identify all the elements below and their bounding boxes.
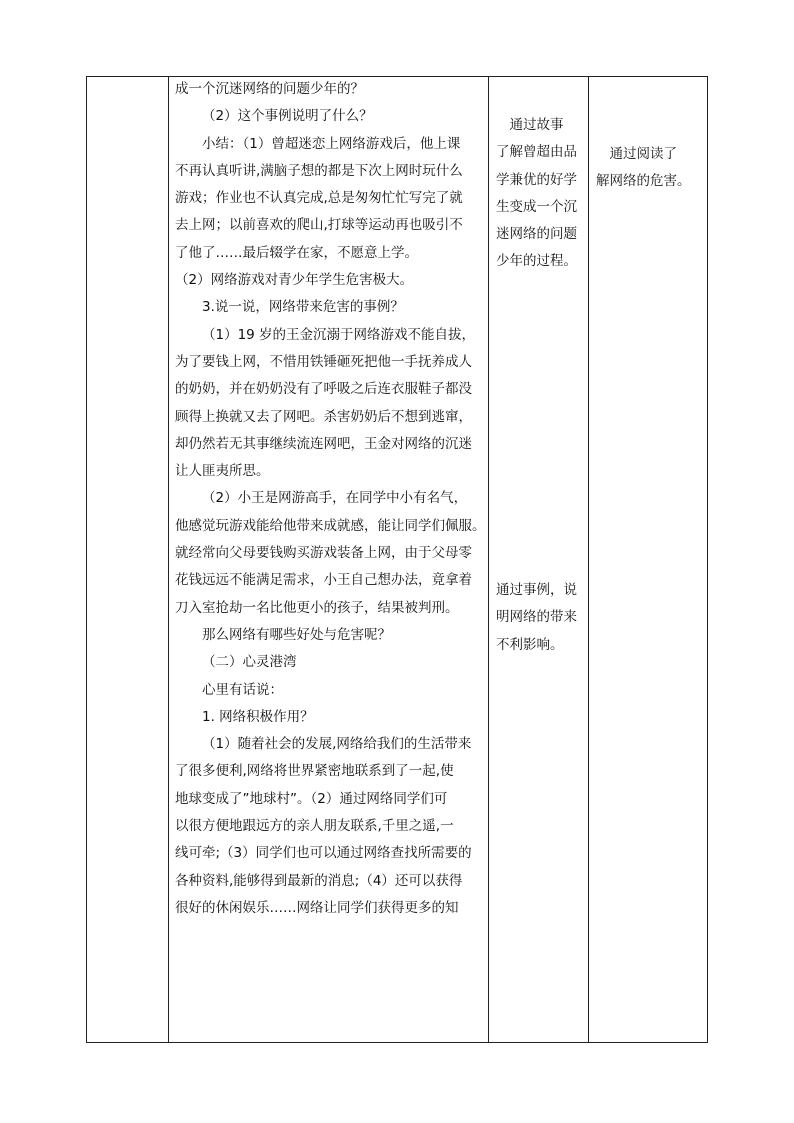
design-note-line: 迷网络的问题 <box>496 226 577 243</box>
content-line: （二）心灵港湾 <box>202 654 297 671</box>
purpose-note-line: 解网络的危害。 <box>596 173 691 190</box>
content-line: 就经常向父母要钱购买游戏装备上网，由于父母零 <box>175 545 472 562</box>
content-line: 顾得上换就又去了网吧。杀害奶奶后不想到逃窜， <box>175 408 472 425</box>
content-line: 去上网；以前喜欢的爬山,打球等运动再也吸引不 <box>175 217 463 234</box>
content-line: 刀入室抢劫一名比他更小的孩子，结果被判刑。 <box>175 599 459 616</box>
teaching-content <box>175 76 487 922</box>
content-line: 却仍然若无其事继续流连网吧，王金对网络的沉迷 <box>175 435 472 452</box>
content-line: 线可牵;（3）同学们也可以通过网络查找所需要的 <box>175 845 472 862</box>
table-border-right <box>707 76 708 1043</box>
design-note-story <box>496 112 588 276</box>
table-col-empty <box>87 77 168 1042</box>
content-line: （2）网络游戏对青少年学生危害极大。 <box>175 272 414 289</box>
content-line: 他感觉玩游戏能给他带来成就感，能让同学们佩服。 <box>175 517 486 534</box>
content-line: 3.说一说，网络带来危害的事例？ <box>202 299 404 316</box>
design-note-line: 明网络的带来 <box>496 609 577 626</box>
content-line: 以很方便地跟远方的亲人朋友联系,千里之遥,一 <box>175 818 454 835</box>
content-line: （2）这个事例说明了什么？ <box>202 108 373 125</box>
content-line: 成一个沉迷网络的问题少年的？ <box>175 81 364 97</box>
content-line: 为了要钱上网，不惜用铁锤砸死把他一手抚养成人 <box>175 353 472 370</box>
content-line: 1. 网络积极作用？ <box>202 708 314 725</box>
content-line: 让人匪夷所思。 <box>175 463 270 480</box>
purpose-note-line: 通过阅读了 <box>596 146 677 162</box>
design-note-line: 了解曾超由品 <box>496 144 577 161</box>
content-line: 游戏；作业也不认真完成,总是匆匆忙忙写完了就 <box>175 190 463 207</box>
content-line: 各种资料,能够得到最新的消息;（4）还可以获得 <box>175 872 463 889</box>
content-line: 的奶奶，并在奶奶没有了呼吸之后连衣服鞋子都没 <box>175 381 472 398</box>
content-line: 心里有话说： <box>202 681 283 698</box>
design-note-line: 不利影响。 <box>496 636 564 653</box>
purpose-note <box>596 141 706 196</box>
content-line: 很好的休闲娱乐……网络让同学们获得更多的知 <box>175 899 459 916</box>
design-note-examples <box>496 577 588 659</box>
content-line: （1）随着社会的发展,网络给我们的生活带来 <box>202 736 472 753</box>
content-line: （2）小王是网游高手，在同学中小有名气， <box>202 490 468 507</box>
table-border-col3 <box>488 76 489 1043</box>
content-line: 了他了……最后辍学在家，不愿意上学。 <box>175 244 418 261</box>
table-border-col2 <box>168 76 169 1043</box>
content-line: 了很多便利,网络将世界紧密地联系到了一起,使 <box>175 763 454 780</box>
content-line: 不再认真听讲,满脑子想的都是下次上网时玩什么 <box>175 162 463 179</box>
design-note-line: 通过故事 <box>496 117 564 133</box>
design-note-line: 学兼优的好学 <box>496 171 577 188</box>
content-line: 那么网络有哪些好处与危害呢？ <box>202 626 391 643</box>
design-note-line: 少年的过程。 <box>496 253 577 270</box>
content-line: 花钱远远不能满足需求，小王自己想办法，竟拿着 <box>175 572 472 589</box>
content-line: （1）19 岁的王金沉溺于网络游戏不能自拔， <box>202 326 476 343</box>
design-note-line: 生变成一个沉 <box>496 198 577 215</box>
table-bottom-border <box>86 1042 708 1043</box>
design-note-line: 通过事例，说 <box>496 582 577 598</box>
content-line: 小结：（1）曾超迷恋上网络游戏后，他上课 <box>202 135 461 152</box>
table-border-col4 <box>588 76 589 1043</box>
content-line: 地球变成了”地球村”。（2）通过网络同学们可 <box>175 790 448 807</box>
